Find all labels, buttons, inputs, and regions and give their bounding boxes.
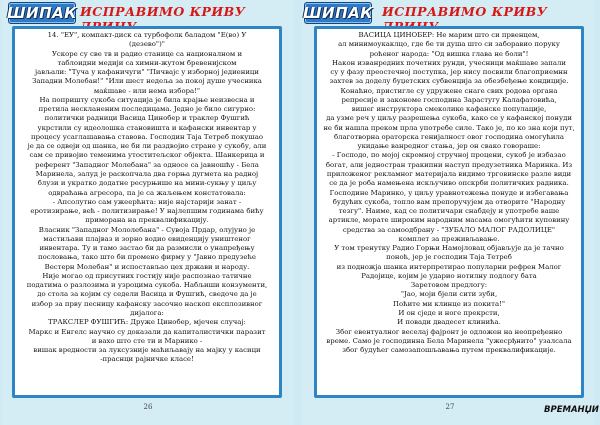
text-line: Није могао од присутних гостију није распознао татичне [42, 271, 252, 280]
text-line: Радојице, којим је ударио нотилну подлогу бата [361, 271, 537, 280]
text-line: "Јао, моји бјели сити зуби, [400, 290, 498, 299]
text-line: роћеног народа: "Од вишка глава не боли"! [369, 49, 529, 58]
text-line: дијалога: [130, 308, 164, 317]
page-header [302, 1, 594, 23]
text-line: се да је роба намењена искључиво опскрби политичких радника. [329, 179, 569, 188]
text-line: будућих сукоба, топло вам препоручујем да отворите "Народну [332, 197, 566, 206]
text-line: Заретовом предлогу: [410, 281, 488, 290]
text-line: - Господо, по мојој скромној стручној процени, сукоб је избазао [332, 151, 566, 160]
text-line: референт "Западног Молебана" за односе са јавношћу - Бела [35, 160, 259, 169]
text-line: да узме реч у циљу разрешења сукоба, како се у кафанској понуди [326, 114, 572, 123]
header-slogan: ИСПРАВИМО КРИВУ [382, 4, 548, 19]
text-line: таблоидни медији са химни-жутом бревенијском [57, 58, 237, 67]
article-text [19, 31, 275, 393]
text-line: маќшаве - или нема избора!" [93, 86, 201, 95]
text-line: су у фазу преостечној поступка, јер нису посвили благоприемнн [330, 68, 568, 77]
text-line: - Апсолутно сам ужеерћнта: није најстарији занат - [52, 197, 242, 206]
text-line: комплет за преживљавање. [398, 234, 500, 243]
text-line: (дезево")" [129, 40, 165, 49]
text-line: и вахо што сте ти и Марнико - [91, 336, 203, 345]
text-line: Поћите ми клинце из покита!" [392, 299, 506, 308]
text-line: Након изванредних почетних рунди, учесници маќшаве запали [332, 58, 566, 67]
text-line: ал минимоукаклцо, где бе ти душа што си заборавио поруку [338, 40, 560, 49]
text-line: 14. "ЕУ", компакт-диск са турбофолк баладом "Е(во) У [47, 31, 247, 39]
text-line: артикле, морате широким народним масама омогућити куповину [328, 216, 570, 225]
text-line: захтев за доделу буџетских субвенција за обезбеђење кондиције. [329, 77, 569, 86]
text-line: укидање ванредног стања, јер он свако говораше: [357, 142, 541, 151]
logo-text: ШИПАК [7, 4, 78, 22]
text-line: ТРАКСЛЕР ФУШГИЋ: Друже Цинобер, мјечен случај: [48, 318, 246, 327]
text-line: је да се одвеји од шанка, не би ли раздвојио стране у сукобу, али [27, 142, 267, 151]
page-number: 26 [143, 403, 153, 411]
text-frame [12, 26, 282, 398]
text-line: податима о разлозима и узроцима сукоба. Набљиши конзументи, [26, 281, 268, 290]
text-line: претила нескланеним последицама. Једно је било сигурно: [38, 105, 256, 114]
text-line: јављали: "Туча у кафаничуги" "Пичвајс у изборној једиеници [35, 68, 259, 77]
text-line: Вестерн Молебан" и испостављао цех држави и народу. [44, 262, 250, 271]
sipak-logo [304, 2, 372, 24]
left-page [2, 0, 294, 425]
text-line: благотворна ораторска генијалност овог господина омогућила [333, 132, 565, 141]
text-line: политички радници Васица Цинобер и траклер Фушгић [44, 114, 250, 123]
text-line: приложеног рекламног материјала видимо трговинске разле види [326, 169, 572, 178]
text-line: поноћ, јер је господин Таја Тетреб [386, 253, 512, 262]
text-line: због будућег самозапошљавања путем преквалификације. [342, 346, 556, 355]
article-text [321, 31, 577, 393]
text-line: И он сједе и ноге прекрсти, [398, 308, 500, 317]
text-line: Западни Молебан!" "Или шест недеља за покој душе учесника [32, 77, 262, 86]
text-line: приморана на преквалификацију. [85, 216, 209, 225]
author-signature: ВРЕМАНЏИ [544, 405, 599, 415]
text-line: богат, али једностран тракипни наступ предузетника Маринка. Из [325, 160, 573, 169]
text-line: У том тренутку Радио Горњи Намојловац објављује да је тачно [334, 244, 564, 253]
text-line: Конаћно, пристигле су удружене снаге свих родова органа [340, 86, 558, 95]
text-line: Власник "Западног Мололебана" - Сувоја Прдар, олујуно је [38, 225, 256, 234]
text-line: вишак вредности за луксузније маћиљавају на мајку у касици [33, 346, 261, 355]
text-line: -праснци рајничке класе! [100, 355, 194, 364]
text-line: Ускоре су све тв и радио станице са националном и [51, 49, 243, 58]
text-line: средства за самоодбрану - "ЗУБАЛО МАЛОГ РАДОЛИЦЕ" [342, 225, 556, 234]
text-line: одвраћања агресора, па је са жаљењем констатовала: [48, 188, 246, 197]
text-line: блузи и укратко додатне ресурњише на мини-сукњу у циљу [37, 179, 257, 188]
text-line: Маркс и Енгелс научно су доказали да капиталистички паразит [28, 327, 266, 336]
text-line: процесу усаглашавања ставова. Господин Таја Тетреб покушао [31, 132, 263, 141]
text-line: тезгу". Наиме, кад се политичари снабдеју и употребе ваше [338, 207, 560, 216]
text-line: На поприштy сукоба ситуација је била крајње неизвесна и [39, 95, 255, 104]
text-line: репресије и закономе господина Зарастугу Калафатовића, [341, 95, 557, 104]
text-line: до стола за којим су седели Васица и Фушгић, сведоче да је [37, 290, 257, 299]
sipak-logo [8, 2, 76, 24]
right-page [302, 0, 599, 425]
header-slogan: ИСПРАВИМО КРИВУ [80, 4, 246, 19]
text-line: пословања, тако што би промено фирму у "Јавно предузеће [38, 253, 256, 262]
text-line: сам се привојио теменима утоститељског објекта. Шанкерица и [29, 151, 265, 160]
text-line: вишег инструктора смеколике кафанске популације, [351, 105, 547, 114]
page-number: 27 [445, 403, 455, 411]
text-line: избор за прву песницу кафанску засочно наскоп експлозивног [31, 299, 263, 308]
text-line: не би нашла преком прла употребе силе. Тако је, по ко зна који пут, [323, 123, 575, 132]
text-line: И повади двадесет клинића. [397, 318, 501, 327]
text-line: укрстили су идеолошка становишта и кафански инвентар у [37, 123, 257, 132]
text-line: Господине Маринко, у циљу уравнотежења понуде и избегавања [329, 188, 569, 197]
text-line: Маринела, залуд је раскопчала два горња дугмета на радној [35, 169, 259, 178]
text-line: инвентара. Ту и тамо застао би да размисли о унапређењу [39, 244, 255, 253]
text-line: Због евентуалног веселај фајронт је одложен на неопређенно [335, 327, 563, 336]
text-line: еротизирање, већ - политизирање! У најлепшим годинама бићу [30, 207, 264, 216]
text-line: мастиљави плајваз и зорно водио евиденцију уништеног [43, 234, 251, 243]
logo-text: ШИПАК [303, 4, 374, 22]
text-line: из подножја шанка интерпретирао популарни рефрен Малог [336, 262, 562, 271]
text-line: ВАСИЦА ЦИНОБЕР: Не марим што си првенцем, [358, 31, 540, 39]
page-header [2, 1, 294, 23]
text-line: време. Само је господинна Бела Маринела "ужесрђнито" узалсала [326, 336, 572, 345]
